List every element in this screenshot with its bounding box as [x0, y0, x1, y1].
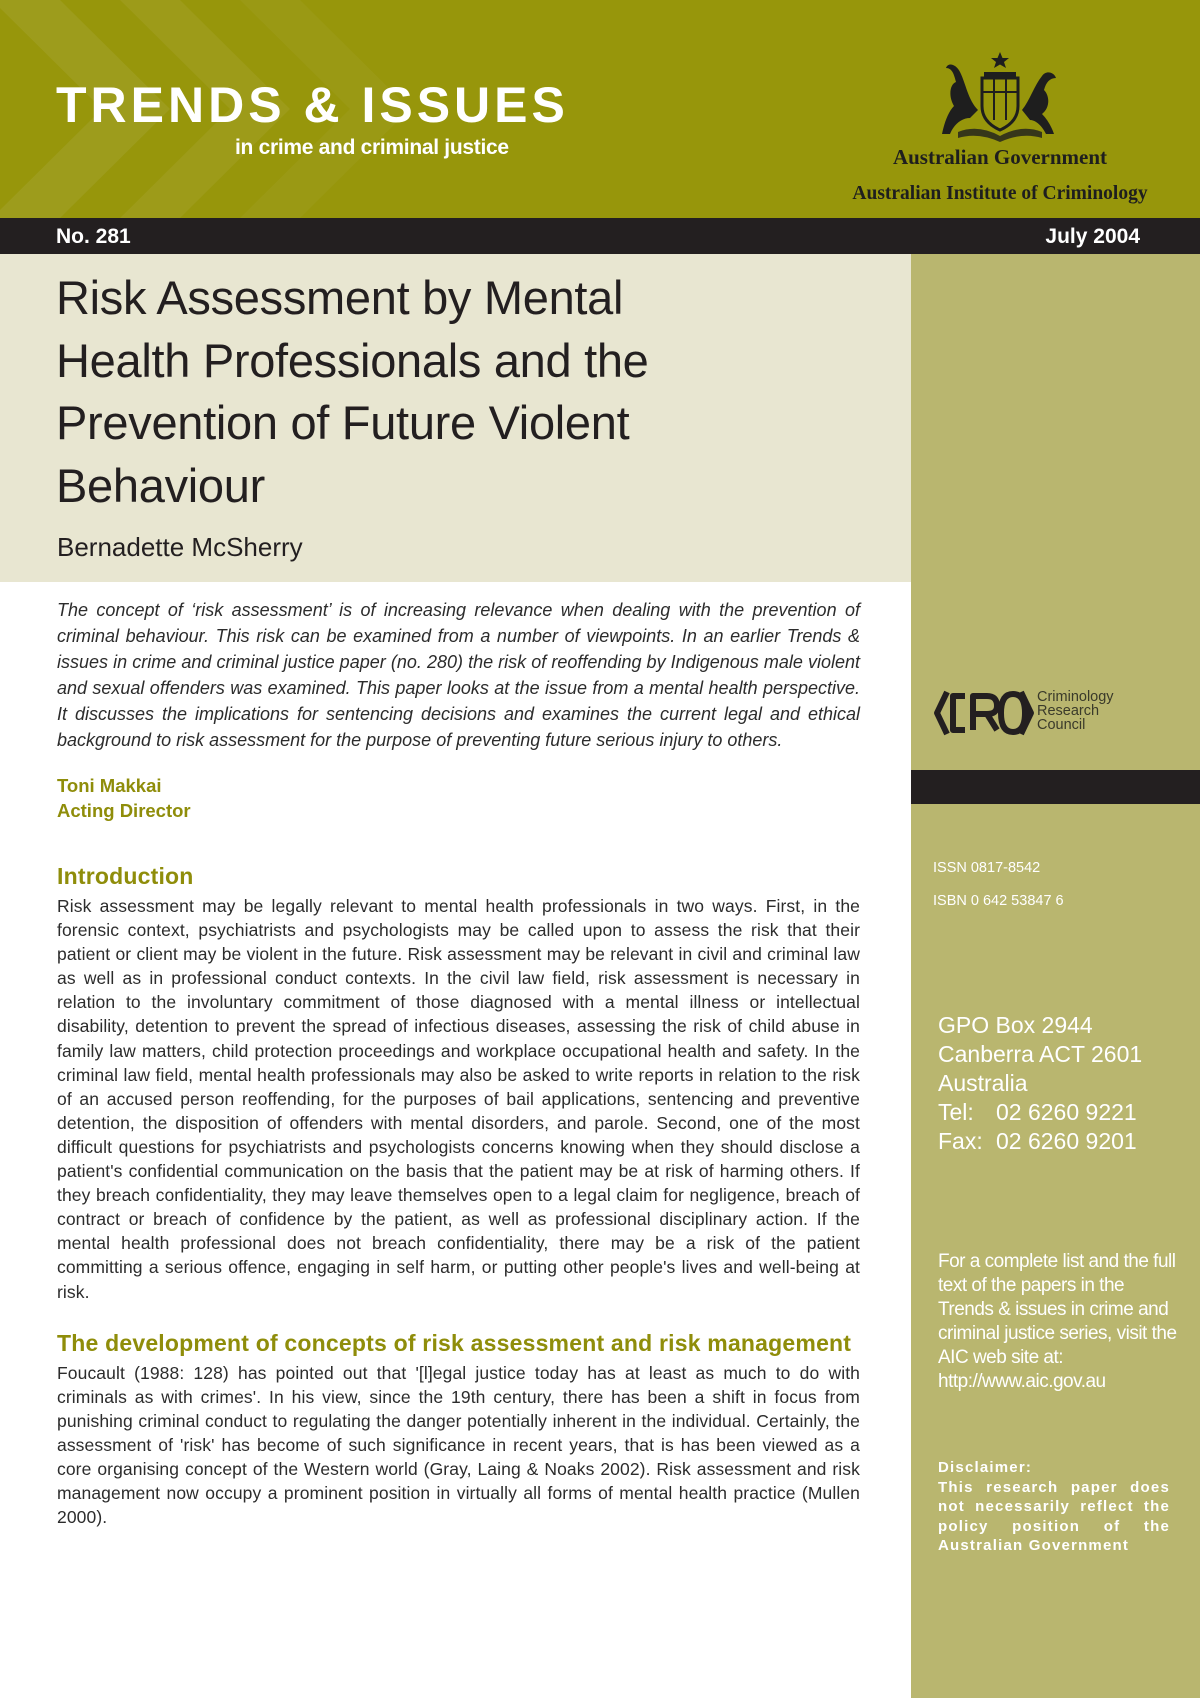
main-content — [57, 597, 860, 1529]
council-name-line: Criminology — [1037, 689, 1114, 705]
address-line: Australia — [938, 1070, 1028, 1096]
author: Bernadette McSherry — [57, 532, 303, 562]
issn: ISSN 0817-8542 — [933, 860, 1041, 876]
institute-name: Australian Institute of Criminology — [852, 183, 1148, 204]
tel-label: Tel: — [938, 1099, 974, 1125]
telephone — [938, 1098, 1142, 1127]
issue-date: July 2004 — [1045, 225, 1140, 248]
issue-number: No. 281 — [56, 225, 131, 248]
signatory-name: Toni Makkai — [57, 775, 162, 796]
article-title — [56, 267, 856, 517]
title-line: Prevention of Future Violent — [56, 396, 630, 449]
address-line: Canberra ACT 2601 — [938, 1041, 1143, 1067]
issue-bar — [0, 218, 1200, 254]
disclaimer-label: Disclaimer: — [938, 1459, 1033, 1476]
disclaimer — [938, 1458, 1170, 1556]
fax-number: 02 6260 9201 — [996, 1128, 1137, 1154]
government-name: Australian Government — [892, 145, 1108, 169]
series-title: TRENDS & ISSUES — [56, 77, 569, 133]
tel-number: 02 6260 9221 — [996, 1099, 1137, 1125]
development-heading: The development of concepts of risk assessment and risk management — [57, 1329, 852, 1356]
sidebar-divider-band — [911, 770, 1200, 804]
masthead — [0, 0, 1200, 218]
cri-logo-icon — [931, 686, 1035, 740]
council-name-line: Research — [1037, 703, 1100, 719]
council-name — [1037, 690, 1114, 732]
isbn: ISBN 0 642 53847 6 — [933, 893, 1064, 909]
postal-address — [938, 1011, 1142, 1156]
coat-of-arms-icon — [938, 50, 1062, 142]
title-panel — [0, 254, 911, 582]
abstract: The concept of ‘risk assessment’ is of increasing relevance when dealing with the prevention of criminal behaviour. This risk can be examined from a number of viewpoints. In an earlier Trends & issues in crime and criminal justice paper (no. 280) the risk of reoffending by Indigenous male violent and sexual offenders was examined. This paper looks at the issue from a mental health perspective. It discusses the implications for sentencing decisions and examines the current legal and ethical background to risk assessment for the purpose of preventing future serious injury to others. — [57, 600, 860, 750]
introduction-body: Risk assessment may be legally relevant to mental health professionals in two ways. First, in the forensic context, psychiatrists and psychologists may be called upon to assess the risk that their patient or client may be violent in the future. Risk assessment may be relevant in civil and criminal law as well as in professional conduct contexts. In the civil law field, risk assessment is necessary in relation to the involuntary commitment of those diagnosed with a mental illness or intellectual disability, detention to prevent the spread of infectious diseases, assessing the risk of child abuse in family law matters, child protection proceedings and workplace occupational health and safety. In the criminal law field, mental health professionals may also be asked to write reports in relation to the risk of an accused person reoffending, for the purposes of bail applications, sentencing and preventive detention, the disposition of offenders with mental disorders, and parole. Second, one of the most difficult questions for psychiatrists and psychologists concerns knowing when they should disclose a patient's confidential communication on the basis that the patient may be at risk of harming others. If they breach confidentiality, they may leave themselves open to a legal claim for negligence, breach of contract or breach of confidence by the patient, as well as professional disciplinary action. If the mental health professional does not breach confidentiality, there may be a risk of the patient committing a serious offence, engaging in self harm, or putting other people's lives and well-being at risk. — [57, 896, 860, 1302]
title-line: Risk Assessment by Mental — [56, 271, 624, 324]
council-name-line: Council — [1037, 717, 1086, 733]
disclaimer-text: This research paper does not necessarily reflect the policy position of the Australian Government — [938, 1478, 1170, 1554]
title-line: Behaviour — [56, 458, 265, 512]
introduction-heading: Introduction — [57, 863, 194, 889]
signatory-title: Acting Director — [57, 800, 191, 821]
fax-label: Fax: — [938, 1128, 983, 1154]
address-line: GPO Box 2944 — [938, 1012, 1093, 1038]
series-subtitle: in crime and criminal justice — [235, 136, 509, 159]
website-info: For a complete list and the full text of the papers in the Trends & issues in crime and criminal justice series, visit the AIC web site at: http://www.aic.gov.au — [938, 1251, 1177, 1392]
title-line: Health Professionals and the — [56, 333, 649, 387]
fax — [938, 1127, 1142, 1156]
development-body: Foucault (1988: 128) has pointed out that '[l]egal justice today has at least as much to do with criminals as with crimes'. In his view, since the 19th century, there has been a shift in focus from punishing criminal conduct to regulating the danger potentially inherent in the individual. Certainly, the assessment of 'risk' has become of such significance in recent years, that is has been viewed as a core organising concept of the Western world (Gray, Laing & Noaks 2002). Risk assessment and risk management now occupy a prominent position in virtually all forms of mental health practice (Mullen 2000). — [57, 1362, 860, 1528]
sidebar — [911, 254, 1200, 1698]
